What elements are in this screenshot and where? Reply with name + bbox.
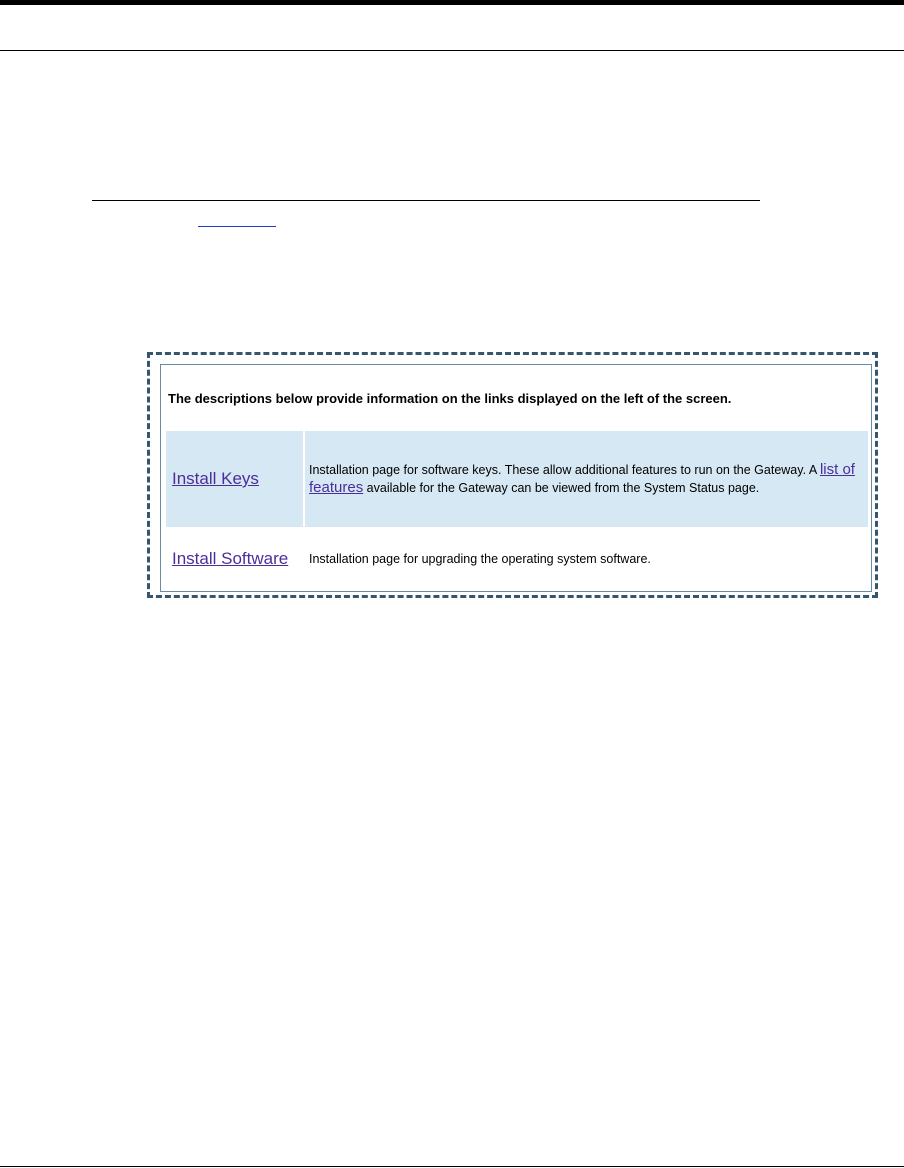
install-software-description: Installation page for upgrading the operating system software.: [309, 552, 651, 566]
help-panel: [160, 364, 872, 592]
panel-intro: The descriptions below provide information on the links displayed on the left of the screen.: [168, 391, 732, 406]
table-row: [166, 537, 868, 581]
link-cell: [166, 431, 305, 527]
description-text-before: Installation page for software keys. These allow additional features to run on the Gateway. A: [309, 463, 820, 477]
description-text-after: available for the Gateway can be viewed from the System Status page.: [363, 481, 760, 495]
footer-rule: [0, 1166, 904, 1167]
short-underline: [198, 226, 276, 227]
description-cell: [305, 431, 868, 527]
list-of-features-link[interactable]: list of features: [309, 461, 855, 496]
table-row: [166, 431, 868, 527]
link-cell: [166, 537, 305, 581]
description-cell: [305, 537, 868, 581]
top-bar: [0, 0, 904, 5]
header-rule: [0, 50, 904, 51]
install-keys-link[interactable]: Install Keys: [172, 469, 259, 488]
section-rule: [92, 200, 760, 201]
install-software-link[interactable]: Install Software: [172, 549, 289, 568]
install-keys-description: [309, 461, 862, 497]
